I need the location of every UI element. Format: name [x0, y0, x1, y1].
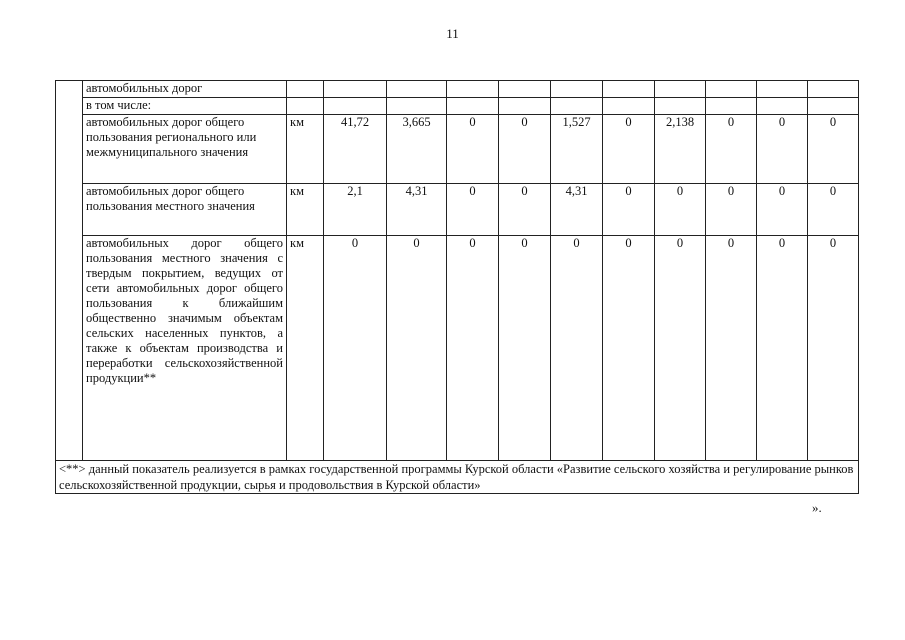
value-cell — [324, 81, 387, 98]
value-cell: 0 — [706, 236, 757, 461]
value-cell: 0 — [603, 115, 655, 184]
value-cell — [603, 98, 655, 115]
value-cell — [706, 81, 757, 98]
value-cell — [387, 98, 447, 115]
value-cell: 4,31 — [551, 184, 603, 236]
value-cell: 0 — [757, 236, 808, 461]
value-cell: 0 — [447, 115, 499, 184]
value-cell: 3,665 — [387, 115, 447, 184]
value-cell — [387, 81, 447, 98]
value-cell — [757, 81, 808, 98]
value-cell: 0 — [387, 236, 447, 461]
value-cell: 4,31 — [387, 184, 447, 236]
unit-cell — [287, 98, 324, 115]
value-cell: 0 — [499, 184, 551, 236]
table-row — [56, 98, 859, 115]
value-cell: 0 — [706, 115, 757, 184]
value-cell — [655, 81, 706, 98]
footnote-row — [56, 461, 859, 494]
value-cell — [655, 98, 706, 115]
value-cell: 0 — [447, 184, 499, 236]
unit-cell: км — [287, 236, 324, 461]
value-cell: 0 — [706, 184, 757, 236]
indicators-table — [55, 80, 859, 494]
indicator-name-cell: автомобильных дорог общего пользования местного значения — [83, 184, 287, 236]
value-cell: 0 — [447, 236, 499, 461]
value-cell — [499, 98, 551, 115]
value-cell: 0 — [499, 115, 551, 184]
value-cell: 2,138 — [655, 115, 706, 184]
value-cell: 0 — [603, 236, 655, 461]
value-cell: 0 — [499, 236, 551, 461]
value-cell — [551, 81, 603, 98]
indicator-name-cell: автомобильных дорог общего пользования регионального или межмуниципального значения — [83, 115, 287, 184]
value-cell — [706, 98, 757, 115]
value-cell — [324, 98, 387, 115]
value-cell: 0 — [808, 184, 859, 236]
value-cell — [808, 98, 859, 115]
value-cell — [447, 81, 499, 98]
value-cell: 0 — [808, 236, 859, 461]
value-cell — [757, 98, 808, 115]
value-cell: 0 — [757, 115, 808, 184]
value-cell: 2,1 — [324, 184, 387, 236]
closing-quote-mark: ». — [812, 500, 822, 515]
indicator-name-cell: автомобильных дорог общего пользования местного значения с твердым покрытием, ведущих от сети автомобильных дорог общего пользования к ближайшим общественно значимым объектам сельских населенных пунктов, а также к объектам производства и переработки сельскохозяйственной продукции** — [83, 236, 287, 461]
value-cell — [551, 98, 603, 115]
value-cell: 1,527 — [551, 115, 603, 184]
value-cell: 0 — [655, 184, 706, 236]
table-row — [56, 236, 859, 461]
value-cell: 0 — [808, 115, 859, 184]
indicator-name-cell: автомобильных дорог — [83, 81, 287, 98]
footnote: <**> данный показатель реализуется в рамках государственной программы Курской области «Развитие сельского хозяйства и регулирование рынков сельскохозяйственной продукции, сырья и продовольствия в Курской области» — [56, 461, 859, 494]
table-row — [56, 184, 859, 236]
value-cell — [603, 81, 655, 98]
value-cell — [808, 81, 859, 98]
value-cell: 41,72 — [324, 115, 387, 184]
unit-cell: км — [287, 115, 324, 184]
value-cell: 0 — [324, 236, 387, 461]
page-number: 11 — [446, 26, 459, 41]
value-cell — [447, 98, 499, 115]
value-cell: 0 — [603, 184, 655, 236]
value-cell — [499, 81, 551, 98]
table-row — [56, 81, 859, 98]
unit-cell: км — [287, 184, 324, 236]
row-number-cell — [56, 81, 83, 461]
value-cell: 0 — [655, 236, 706, 461]
value-cell: 0 — [757, 184, 808, 236]
table-row — [56, 115, 859, 184]
unit-cell — [287, 81, 324, 98]
value-cell: 0 — [551, 236, 603, 461]
indicator-name-cell: в том числе: — [83, 98, 287, 115]
